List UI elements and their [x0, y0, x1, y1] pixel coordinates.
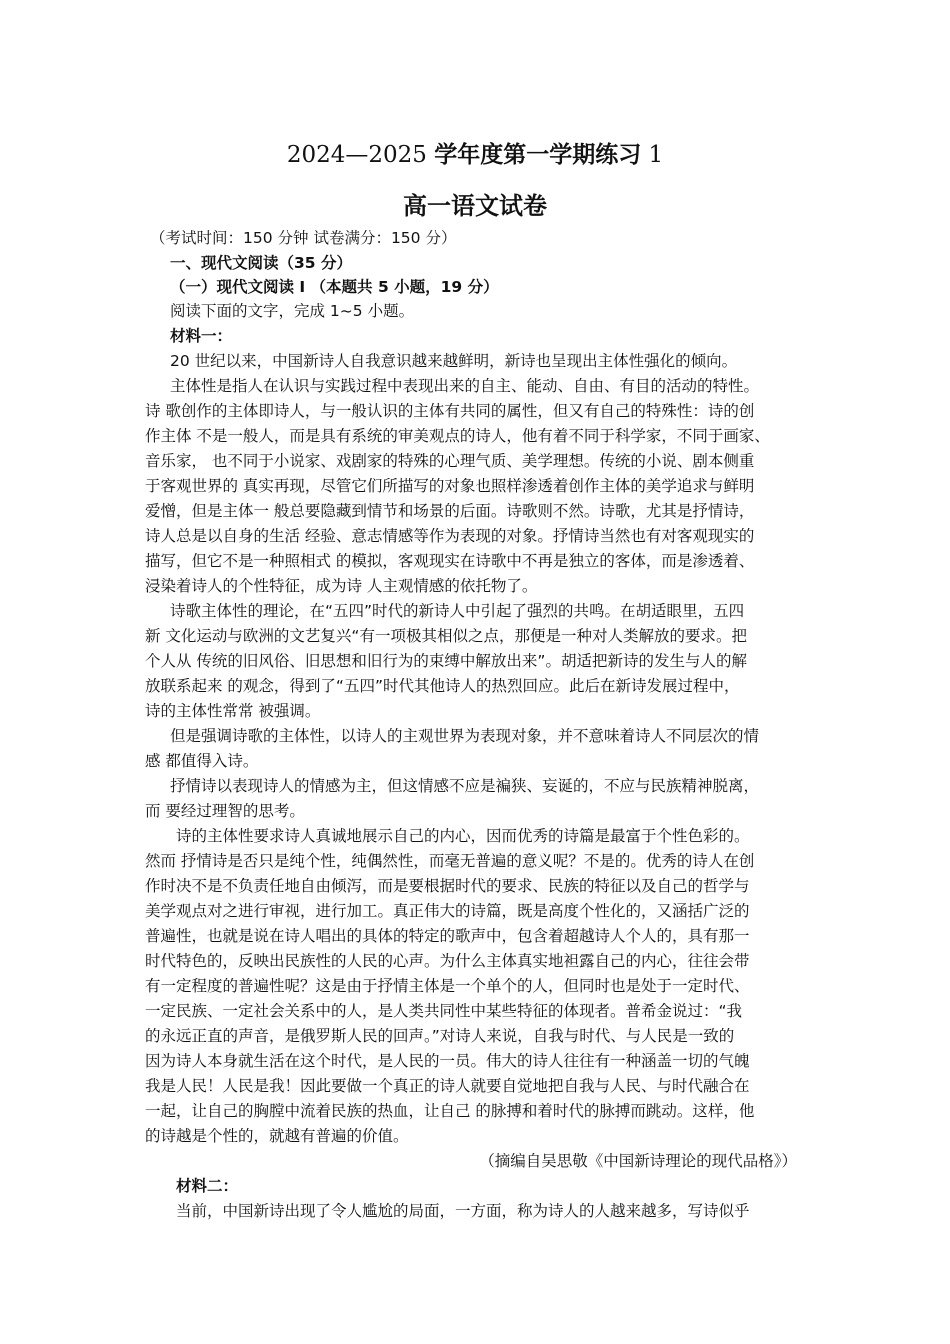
material-one-label: 材料一： — [170, 327, 233, 345]
paragraph-line: 诗歌主体性的理论，在“五四”时代的新诗人中引起了强烈的共鸣。在胡适眼里，五四 — [170, 602, 745, 620]
paragraph-line: 因为诗人本身就生活在这个时代，是人民的一员。伟大的诗人往往有一种涵盖一切的气魄 — [145, 1052, 750, 1070]
paragraph-line: 抒情诗以表现诗人的情感为主，但这情感不应是褊狭、妄诞的，不应与民族精神脱离， — [170, 777, 760, 795]
paragraph-line: 20 世纪以来，中国新诗人自我意识越来越鲜明，新诗也呈现出主体性强化的倾向。 — [170, 352, 738, 370]
paragraph-line: 放联系起来 的观念，得到了“五四”时代其他诗人的热烈回应。此后在新诗发展过程中， — [145, 677, 740, 695]
paragraph-line: 时代特色的，反映出民族性的人民的心声。为什么主体真实地袒露自己的内心，往往会带 — [145, 952, 750, 970]
paragraph-line: 感 都值得入诗。 — [145, 752, 259, 770]
paragraph-line: 描写，但它不是一种照相式 的模拟，客观现实在诗歌中不再是独立的客体，而是渗透着、 — [145, 552, 755, 570]
paragraph-line: 作主体 不是一般人，而是具有系统的审美观点的诗人，他有着不同于科学家，不同于画家、 — [145, 427, 770, 445]
title-years: 2024—2025 — [286, 142, 427, 168]
paragraph-line: 而 要经过理智的思考。 — [145, 802, 305, 820]
paragraph-line: 爱憎，但是主体一 般总要隐藏到情节和场景的后面。诗歌则不然。诗歌，尤其是抒情诗， — [145, 502, 755, 520]
paragraph-line: 我是人民！人民是我！因此要做一个真正的诗人就要自觉地把自我与人民、与时代融合在 — [145, 1077, 750, 1095]
paragraph-line: 的永远正直的声音，是俄罗斯人民的回声。”对诗人来说，自我与时代、与人民是一致的 — [145, 1027, 735, 1045]
paragraph-line: 一定民族、一定社会关系中的人，是人类共同性中某些特征的体现者。普希金说过：“我 — [145, 1002, 743, 1020]
paragraph-line: 的诗越是个性的，就越有普遍的价值。 — [145, 1127, 409, 1145]
paragraph-line: 当前，中国新诗出现了令人尴尬的局面，一方面，称为诗人的人越来越多，写诗似乎 — [176, 1202, 750, 1220]
material-two-label: 材料二： — [176, 1177, 239, 1195]
source-citation: （摘编自吴思敬《中国新诗理论的现代品格》） — [479, 1152, 797, 1170]
paragraph-line: 诗人总是以自身的生活 经验、意志情感等作为表现的对象。抒情诗当然也有对客观现实的 — [145, 527, 755, 545]
paragraph-line: 然而 抒情诗是否只是纯个性，纯偶然性，而毫无普遍的意义呢？不是的。优秀的诗人在创 — [145, 852, 755, 870]
paragraph-line: 有一定程度的普遍性呢？这是由于抒情主体是一个单个的人，但同时也是处于一定时代、 — [145, 977, 750, 995]
paragraph-line: 诗的主体性要求诗人真诚地展示自己的内心，因而优秀的诗篇是最富于个性色彩的。 — [176, 827, 750, 845]
paragraph-line: 一起，让自己的胸膛中流着民族的热血，让自己 的脉搏和着时代的脉搏而跳动。这样，他 — [145, 1102, 755, 1120]
paragraph-line: 诗的主体性常常 被强调。 — [145, 702, 321, 720]
paragraph-line: 主体性是指人在认识与实践过程中表现出来的自主、能动、自由、有目的活动的特性。 — [170, 377, 760, 395]
exam-subtitle: 高一语文试卷 — [403, 192, 547, 220]
paragraph-line: 个人从 传统的旧风俗、旧思想和旧行为的束缚中解放出来”。胡适把新诗的发生与人的解 — [145, 652, 747, 670]
section-heading: 一、现代文阅读（35 分） — [170, 254, 352, 272]
paragraph-line: 但是强调诗歌的主体性，以诗人的主观世界为表现对象，并不意味着诗人不同层次的情 — [170, 727, 760, 745]
paragraph-line: 音乐家， 也不同于小说家、戏剧家的特殊的心理气质、美学理想。传统的小说、剧本侧重 — [145, 452, 755, 470]
title-main: 学年度第一学期练习 — [434, 142, 642, 168]
paragraph-line: 美学观点对之进行审视，进行加工。真正伟大的诗篇，既是高度个性化的，又涵括广泛的 — [145, 902, 750, 920]
paragraph-line: 作时决不是不负责任地自由倾泻，而是要根据时代的要求、民族的特征以及自己的哲学与 — [145, 877, 750, 895]
instruction: 阅读下面的文字，完成 1~5 小题。 — [170, 302, 415, 320]
subsection-heading: （一）现代文阅读 I （本题共 5 小题，19 分） — [170, 278, 499, 296]
paragraph-line: 普遍性，也就是说在诗人唱出的具体的特定的歌声中，包含着超越诗人个人的，具有那一 — [145, 927, 750, 945]
title-num: 1 — [648, 142, 664, 168]
exam-title — [0, 136, 950, 169]
paragraph-line: 新 文化运动与欧洲的文艺复兴“有一项极其相似之点，那便是一种对人类解放的要求。把 — [145, 627, 747, 645]
exam-info: （考试时间：150 分钟 试卷满分：150 分） — [150, 229, 457, 247]
paragraph-line: 浸染着诗人的个性特征，成为诗 人主观情感的依托物了。 — [145, 577, 538, 595]
paragraph-line: 诗 歌创作的主体即诗人，与一般认识的主体有共同的属性，但又有自己的特殊性：诗的创 — [145, 402, 755, 420]
paragraph-line: 于客观世界的 真实再现，尽管它们所描写的对象也照样渗透着创作主体的美学追求与鲜明 — [145, 477, 755, 495]
